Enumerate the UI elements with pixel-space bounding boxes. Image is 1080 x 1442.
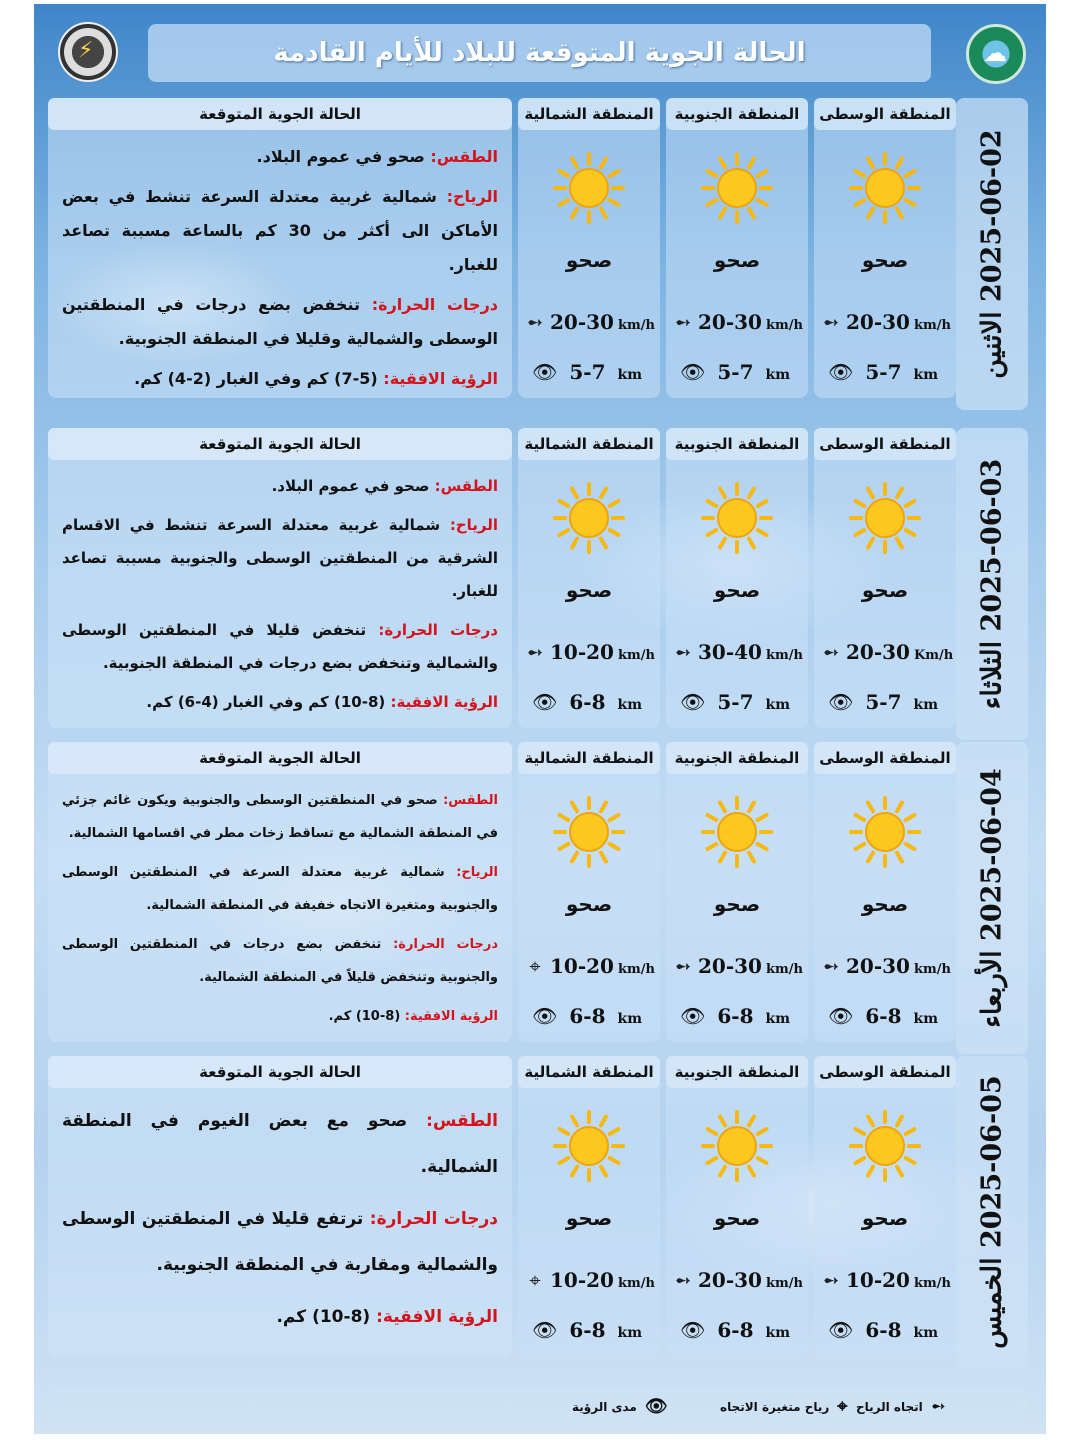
wind-direction-icon: ➻ <box>674 640 692 664</box>
forecast-label-temp: درجات الحرارة: <box>369 1209 498 1229</box>
wind-direction-icon: ➻ <box>822 954 840 978</box>
forecast-paragraph-temp <box>62 288 498 356</box>
visibility-unit: km <box>913 1325 939 1341</box>
sun-icon <box>849 1110 921 1182</box>
region-name: المنطقة الشمالية <box>518 742 660 774</box>
forecast-paragraph-vis <box>62 1294 498 1340</box>
condition-text: صحو <box>861 248 909 272</box>
day-row <box>48 1056 1028 1368</box>
region-name: المنطقة الشمالية <box>518 98 660 130</box>
sun-icon <box>701 796 773 868</box>
region-name: المنطقة الوسطى <box>814 1056 956 1088</box>
forecast-label-vis: الرؤية الافقية: <box>390 693 498 711</box>
wind-unit: km/h <box>765 1276 803 1291</box>
region-name: المنطقة الجنوبية <box>666 428 808 460</box>
forecast-poster <box>34 4 1046 1434</box>
wind-unit: km/h <box>617 1276 655 1291</box>
legend-wind-direction-label: اتجاه الرياح <box>856 1399 923 1414</box>
wind-row <box>820 310 951 334</box>
forecast-heading: الحالة الجوية المتوقعة <box>48 742 512 774</box>
visibility-row <box>828 360 938 384</box>
visibility-unit: km <box>765 697 791 713</box>
forecast-text-weather: صحو في عموم البلاد. <box>256 147 425 166</box>
wind-speed: 10-20 <box>550 1268 614 1292</box>
wind-direction-icon: ➻ <box>674 1268 692 1292</box>
forecast-label-weather: الطقس: <box>434 477 498 495</box>
eye-icon: 👁 <box>680 1318 706 1342</box>
date-strip <box>956 742 1028 1054</box>
visibility-unit: km <box>765 1325 791 1341</box>
region-card-northern <box>518 742 660 1042</box>
sun-icon <box>553 796 625 868</box>
condition-text: صحو <box>861 578 909 602</box>
day-date: 2025-06-05 الخميس <box>976 1075 1008 1349</box>
legend-visibility <box>572 1396 668 1417</box>
region-name: المنطقة الجنوبية <box>666 742 808 774</box>
forecast-paragraph-weather <box>62 1098 498 1190</box>
wind-row <box>820 640 953 664</box>
condition-text: صحو <box>861 1206 909 1230</box>
forecast-text-vis: (5-7) كم وفي الغبار (2-4) كم. <box>134 369 378 388</box>
region-card-northern <box>518 428 660 728</box>
wind-speed: 20-30 <box>846 954 910 978</box>
wind-unit: km/h <box>913 962 951 977</box>
wind-row <box>672 310 803 334</box>
wind-row <box>820 954 951 978</box>
wind-unit: km/h <box>765 648 803 663</box>
eye-icon: 👁 <box>828 690 854 714</box>
eye-icon: 👁 <box>532 1318 558 1342</box>
sun-icon <box>553 152 625 224</box>
wind-unit: km/h <box>913 318 951 333</box>
region-card-northern <box>518 98 660 398</box>
visibility-unit: km <box>617 697 643 713</box>
forecast-label-wind: الرياح: <box>446 187 498 206</box>
region-card-central <box>814 428 956 728</box>
forecast-text-wind: شمالية غربية معتدلة السرعة في المنطقتين الوسطى والجنوبية ومتغيرة الاتجاه خفيفة في المنطقة الشمالية. <box>62 865 498 913</box>
eye-icon: 👁 <box>828 1318 854 1342</box>
sun-icon <box>701 152 773 224</box>
forecast-paragraph-weather <box>62 784 498 850</box>
forecast-paragraph-vis <box>62 362 498 396</box>
forecast-text-wind: شمالية غربية معتدلة السرعة تنشط في بعض الأماكن الى أكثر من 30 كم بالساعة مسببة تصاعد للغبار. <box>62 187 498 274</box>
wind-speed: 20-30 <box>846 310 910 334</box>
date-strip <box>956 428 1028 740</box>
condition-text: صحو <box>565 248 613 272</box>
eye-icon: 👁 <box>680 360 706 384</box>
visibility-row <box>680 690 790 714</box>
variable-wind-icon: ⌖ <box>529 954 541 978</box>
visibility-value: 6-8 <box>569 1318 606 1342</box>
region-card-central <box>814 1056 956 1356</box>
visibility-unit: km <box>617 367 643 383</box>
eye-icon: 👁 <box>828 360 854 384</box>
forecast-label-wind: الرياح: <box>456 865 498 880</box>
condition-text: صحو <box>713 578 761 602</box>
forecast-label-temp: درجات الحرارة: <box>371 295 498 314</box>
forecast-text-box <box>48 1056 512 1356</box>
wind-unit: km/h <box>617 318 655 333</box>
wind-unit: Km/h <box>913 648 954 663</box>
wind-direction-icon: ➻ <box>526 310 544 334</box>
eye-icon: 👁 <box>532 360 558 384</box>
forecast-paragraph-temp <box>62 928 498 994</box>
region-name: المنطقة الوسطى <box>814 98 956 130</box>
legend <box>50 1388 1028 1422</box>
forecast-body <box>62 470 498 725</box>
visibility-row <box>680 360 790 384</box>
forecast-text-weather: صحو في عموم البلاد. <box>271 477 430 495</box>
condition-text: صحو <box>713 892 761 916</box>
wind-speed: 20-30 <box>550 310 614 334</box>
visibility-value: 6-8 <box>717 1318 754 1342</box>
visibility-unit: km <box>765 367 791 383</box>
forecast-paragraph-weather <box>62 140 498 174</box>
forecast-paragraph-temp <box>62 1196 498 1288</box>
wind-unit: km/h <box>913 1276 951 1291</box>
wind-speed: 10-20 <box>846 1268 910 1292</box>
condition-text: صحو <box>565 578 613 602</box>
region-name: المنطقة الوسطى <box>814 428 956 460</box>
wind-row <box>524 954 655 978</box>
visibility-row <box>680 1004 790 1028</box>
wind-direction-icon: ➻ <box>526 640 544 664</box>
wind-unit: km/h <box>765 962 803 977</box>
forecast-label-vis: الرؤية الافقية: <box>376 1307 498 1327</box>
forecast-label-temp: درجات الحرارة: <box>378 621 498 639</box>
region-card-southern <box>666 428 808 728</box>
forecast-text-vis: (8-10) كم وفي الغبار (4-6) كم. <box>146 693 386 711</box>
visibility-value: 6-8 <box>717 1004 754 1028</box>
visibility-unit: km <box>913 697 939 713</box>
wind-speed: 20-30 <box>846 640 910 664</box>
sun-icon <box>849 152 921 224</box>
visibility-value: 5-7 <box>865 360 902 384</box>
day-row <box>48 428 1028 740</box>
forecast-body <box>62 1098 498 1346</box>
region-card-northern <box>518 1056 660 1356</box>
sun-icon <box>701 1110 773 1182</box>
region-name: المنطقة الشمالية <box>518 428 660 460</box>
sun-icon <box>553 482 625 554</box>
forecast-text-box <box>48 428 512 728</box>
wind-speed: 10-20 <box>550 640 614 664</box>
wind-unit: km/h <box>617 962 655 977</box>
eye-icon: 👁 <box>680 1004 706 1028</box>
forecast-heading: الحالة الجوية المتوقعة <box>48 1056 512 1088</box>
forecast-body <box>62 140 498 402</box>
sun-icon <box>701 482 773 554</box>
visibility-unit: km <box>913 1011 939 1027</box>
wind-row <box>672 1268 803 1292</box>
eye-icon: 👁 <box>680 690 706 714</box>
forecast-body <box>62 784 498 1039</box>
wind-row <box>820 1268 951 1292</box>
day-date: 2025-06-03 الثلاثاء <box>976 458 1008 710</box>
wind-direction-icon: ➻ <box>822 1268 840 1292</box>
wind-speed: 20-30 <box>698 1268 762 1292</box>
wind-speed: 20-30 <box>698 954 762 978</box>
visibility-value: 5-7 <box>717 360 754 384</box>
visibility-row <box>828 1318 938 1342</box>
forecast-text-temp: تنخفض قليلا في المنطقتين الوسطى والشمالية وتنخفض بضع درجات في المنطقة الجنوبية. <box>62 621 498 672</box>
wind-direction-icon: ➻ <box>930 1396 946 1417</box>
forecast-paragraph-vis <box>62 1000 498 1033</box>
region-card-central <box>814 742 956 1042</box>
visibility-unit: km <box>617 1325 643 1341</box>
visibility-value: 6-8 <box>569 690 606 714</box>
forecast-label-vis: الرؤية الافقية: <box>383 369 498 388</box>
visibility-row <box>532 690 642 714</box>
forecast-text-temp: تنخفض بضع درجات في المنطقتين الوسطى والجنوبية وتنخفض قليلاً في المنطقة الشمالية. <box>62 937 498 985</box>
page-title: الحالة الجوية المتوقعة للبلاد للأيام القادمة <box>273 38 806 68</box>
forecast-label-temp: درجات الحرارة: <box>393 937 498 952</box>
forecast-label-vis: الرؤية الافقية: <box>404 1009 498 1024</box>
title-bar <box>148 24 931 82</box>
visibility-row <box>532 360 642 384</box>
meteorology-authority-logo <box>966 24 1026 84</box>
visibility-unit: km <box>617 1011 643 1027</box>
condition-text: صحو <box>861 892 909 916</box>
wind-row <box>672 640 803 664</box>
region-name: المنطقة الوسطى <box>814 742 956 774</box>
wind-direction-icon: ➻ <box>822 310 840 334</box>
forecast-paragraph-vis <box>62 686 498 719</box>
forecast-label-weather: الطقس: <box>443 793 498 808</box>
variable-wind-icon: ⌖ <box>529 1268 541 1292</box>
visibility-value: 5-7 <box>569 360 606 384</box>
region-name: المنطقة الشمالية <box>518 1056 660 1088</box>
visibility-row <box>680 1318 790 1342</box>
visibility-unit: km <box>913 367 939 383</box>
region-card-southern <box>666 742 808 1042</box>
condition-text: صحو <box>713 248 761 272</box>
sun-icon <box>553 1110 625 1182</box>
condition-text: صحو <box>713 1206 761 1230</box>
condition-text: صحو <box>565 892 613 916</box>
wind-speed: 10-20 <box>550 954 614 978</box>
forecast-text-vis: (8-10) كم. <box>328 1009 401 1024</box>
wind-direction-icon: ➻ <box>674 310 692 334</box>
legend-wind-direction <box>856 1396 946 1417</box>
forecast-text-weather: صحو في المنطقتين الوسطى والجنوبية ويكون غائم جزئي في المنطقة الشمالية مع تساقط زخات مطر في اقسامها الشمالية. <box>62 793 498 841</box>
visibility-value: 6-8 <box>865 1318 902 1342</box>
wind-row <box>672 954 803 978</box>
visibility-row <box>532 1318 642 1342</box>
region-name: المنطقة الجنوبية <box>666 98 808 130</box>
visibility-row <box>828 1004 938 1028</box>
visibility-value: 6-8 <box>865 1004 902 1028</box>
condition-text: صحو <box>565 1206 613 1230</box>
eye-icon: 👁 <box>644 1396 668 1417</box>
day-date: 2025-06-04 الأربعاء <box>976 768 1008 1028</box>
legend-variable-wind <box>720 1396 847 1417</box>
forecast-paragraph-wind <box>62 180 498 282</box>
region-card-southern <box>666 98 808 398</box>
wind-row <box>524 1268 655 1292</box>
visibility-unit: km <box>765 1011 791 1027</box>
region-card-central <box>814 98 956 398</box>
visibility-value: 5-7 <box>717 690 754 714</box>
wind-unit: km/h <box>765 318 803 333</box>
wind-direction-icon: ➻ <box>674 954 692 978</box>
visibility-value: 6-8 <box>569 1004 606 1028</box>
visibility-value: 5-7 <box>865 690 902 714</box>
wind-row <box>524 310 655 334</box>
variable-wind-icon: ⌖ <box>837 1396 848 1417</box>
forecast-heading: الحالة الجوية المتوقعة <box>48 98 512 130</box>
eye-icon: 👁 <box>828 1004 854 1028</box>
forecast-center-logo <box>58 22 118 82</box>
region-name: المنطقة الجنوبية <box>666 1056 808 1088</box>
forecast-text-box <box>48 742 512 1042</box>
visibility-row <box>532 1004 642 1028</box>
forecast-paragraph-temp <box>62 614 498 680</box>
wind-speed: 20-30 <box>698 310 762 334</box>
wind-direction-icon: ➻ <box>822 640 840 664</box>
sun-icon <box>849 796 921 868</box>
wind-unit: km/h <box>617 648 655 663</box>
day-date: 2025-06-02 الاثنين <box>976 129 1008 379</box>
date-strip <box>956 98 1028 410</box>
forecast-text-vis: (8-10) كم. <box>276 1307 371 1327</box>
forecast-text-box <box>48 98 512 398</box>
forecast-paragraph-wind <box>62 856 498 922</box>
eye-icon: 👁 <box>532 690 558 714</box>
legend-visibility-label: مدى الرؤية <box>572 1399 637 1414</box>
forecast-paragraph-weather <box>62 470 498 503</box>
sun-icon <box>849 482 921 554</box>
day-row <box>48 742 1028 1054</box>
forecast-label-weather: الطقس: <box>426 1111 498 1131</box>
eye-icon: 👁 <box>532 1004 558 1028</box>
wind-row <box>524 640 655 664</box>
forecast-heading: الحالة الجوية المتوقعة <box>48 428 512 460</box>
wind-speed: 30-40 <box>698 640 762 664</box>
region-card-southern <box>666 1056 808 1356</box>
forecast-paragraph-wind <box>62 509 498 608</box>
date-strip <box>956 1056 1028 1368</box>
forecast-text-weather: صحو مع بعض الغيوم في المنطقة الشمالية. <box>62 1111 498 1177</box>
legend-variable-wind-label: رياح متغيرة الاتجاه <box>720 1399 830 1414</box>
forecast-text-temp: تنخفض بضع درجات في المنطقتين الوسطى والشمالية وقليلا في المنطقة الجنوبية. <box>62 295 498 348</box>
visibility-row <box>828 690 938 714</box>
forecast-label-weather: الطقس: <box>430 147 498 166</box>
forecast-text-wind: شمالية غربية معتدلة السرعة تنشط في الاقسام الشرقية من المنطقتين الوسطى والجنوبية مسببة تصاعد للغبار. <box>62 516 498 600</box>
day-row <box>48 98 1028 410</box>
forecast-text-temp: ترتفع قليلا في المنطقتين الوسطى والشمالية ومقاربة في المنطقة الجنوبية. <box>62 1209 498 1275</box>
forecast-label-wind: الرياح: <box>449 516 498 534</box>
